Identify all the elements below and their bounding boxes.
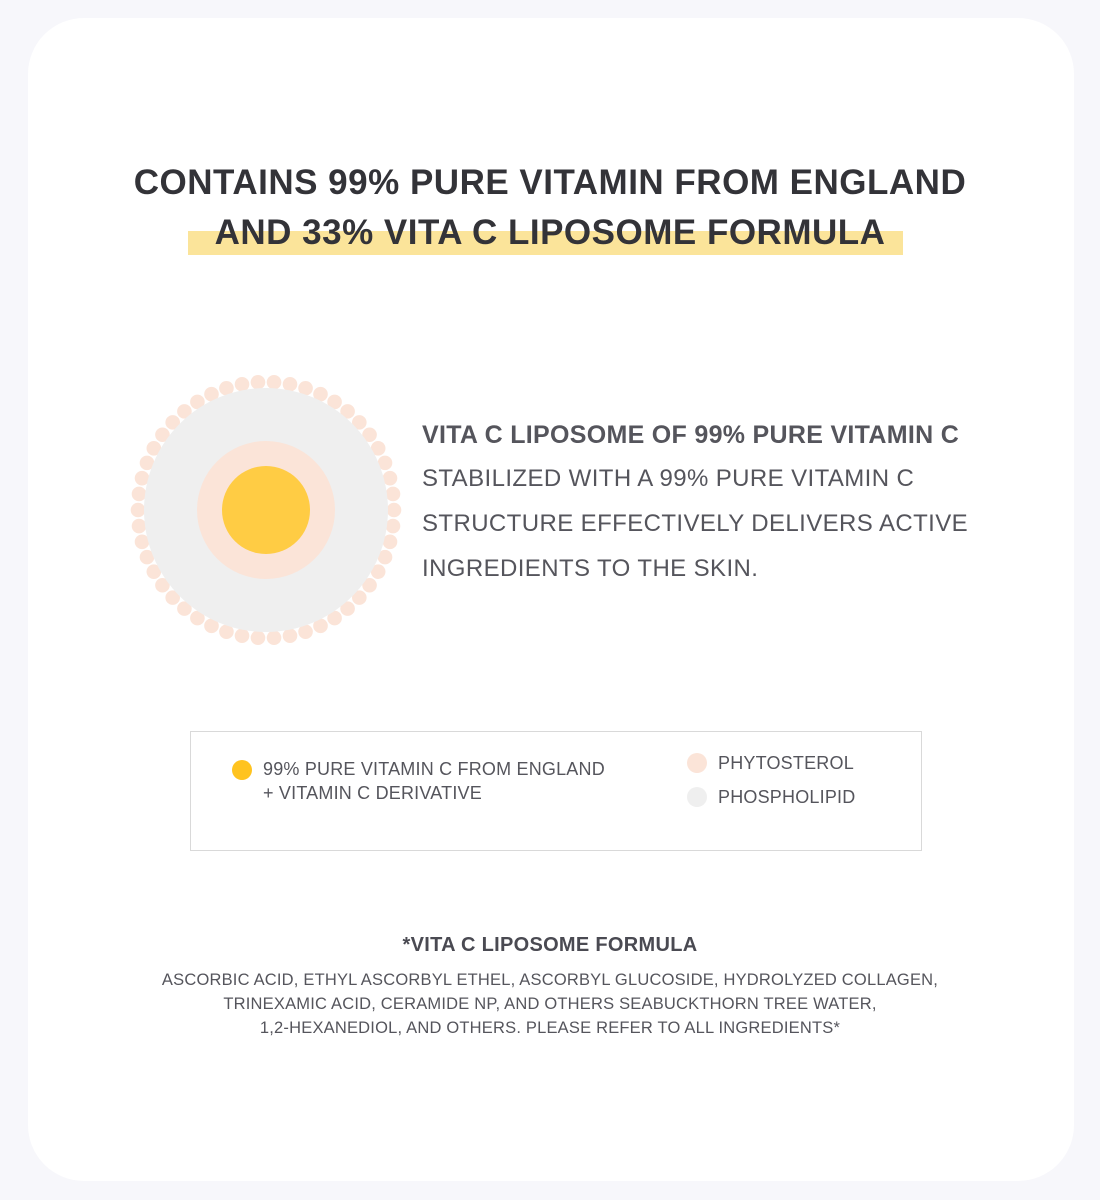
description-line-2: STRUCTURE EFFECTIVELY DELIVERS ACTIVE (422, 510, 969, 537)
legend-label-phospholipid: PHOSPHOLIPID (718, 787, 856, 807)
description-block (422, 414, 1042, 591)
phytosterol-bead (235, 377, 250, 392)
legend-item-vitamin-c (232, 757, 605, 805)
phytosterol-bead (283, 377, 298, 392)
phytosterol-bead (235, 628, 250, 643)
legend-box (190, 731, 922, 851)
headline (0, 158, 1100, 258)
phytosterol-bead (386, 519, 401, 534)
phytosterol-dot-icon (687, 753, 707, 773)
legend-item-phytosterol (687, 751, 854, 775)
phytosterol-bead (283, 628, 298, 643)
description-line-3: INGREDIENTS TO THE SKIN. (422, 555, 759, 582)
vitamin-c-dot-icon (232, 760, 252, 780)
phytosterol-bead (267, 375, 282, 390)
legend-label-vitamin-c: 99% PURE VITAMIN C FROM ENGLAND (263, 759, 605, 779)
phytosterol-bead (132, 487, 147, 502)
phytosterol-bead (387, 503, 402, 518)
footnote-body (0, 968, 1100, 1040)
phytosterol-bead (132, 519, 147, 534)
description-title: VITA C LIPOSOME OF 99% PURE VITAMIN C (422, 421, 960, 449)
phytosterol-bead (131, 503, 146, 518)
legend-label-vitamin-c-derivative: + VITAMIN C DERIVATIVE (263, 783, 482, 803)
phytosterol-bead (386, 487, 401, 502)
footnote-line-2: TRINEXAMIC ACID, CERAMIDE NP, AND OTHERS SEABUCKTHORN TREE WATER, (223, 995, 877, 1013)
liposome-diagram (128, 372, 404, 648)
phytosterol-bead (251, 630, 266, 645)
vitamin-c-core (222, 466, 310, 554)
description-line-1: STABILIZED WITH A 99% PURE VITAMIN C (422, 465, 915, 492)
phytosterol-bead (267, 630, 282, 645)
phytosterol-bead (251, 375, 266, 390)
footnote-title: *VITA C LIPOSOME FORMULA (402, 934, 698, 956)
phospholipid-dot-icon (687, 787, 707, 807)
legend-item-phospholipid (687, 785, 855, 809)
headline-line-2: AND 33% VITA C LIPOSOME FORMULA (214, 213, 886, 252)
legend-label-phytosterol: PHYTOSTEROL (718, 753, 854, 773)
description-body (422, 456, 982, 591)
footnote-line-3: 1,2-HEXANEDIOL, AND OTHERS. PLEASE REFER TO ALL INGREDIENTS* (259, 1019, 841, 1037)
headline-line-1: CONTAINS 99% PURE VITAMIN FROM ENGLAND (133, 163, 967, 202)
footnote-line-1: ASCORBIC ACID, ETHYL ASCORBYL ETHEL, ASCORBYL GLUCOSIDE, HYDROLYZED COLLAGEN, (161, 971, 939, 989)
